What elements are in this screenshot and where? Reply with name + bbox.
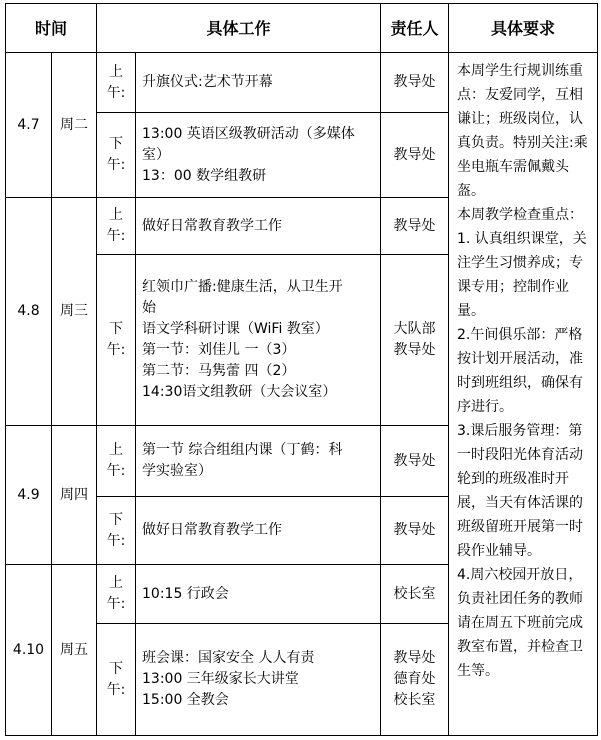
period-am: 上 午: xyxy=(106,575,126,612)
work-cell: 升旗仪式:艺术节开幕 xyxy=(142,74,273,90)
header-requirements: 具体要求 xyxy=(490,18,555,38)
period-am: 上 午: xyxy=(106,63,126,101)
date-cell: 4.8 xyxy=(17,303,40,319)
person-cell: 教导处 xyxy=(393,74,436,90)
period-am: 上 午: xyxy=(106,442,126,479)
work-cell: 第一节 综合组组内课（丁鹤：科 学实验室） xyxy=(142,442,343,479)
person-cell: 教导处 xyxy=(393,217,436,234)
period-pm: 下 午: xyxy=(106,660,126,698)
weekday-cell: 周五 xyxy=(60,641,88,658)
work-cell: 10:15 行政会 xyxy=(142,585,229,602)
header-person: 责任人 xyxy=(390,18,439,38)
header-time: 时间 xyxy=(34,18,67,38)
period-pm: 下 午: xyxy=(106,511,126,549)
work-cell: 做好日常教育教学工作 xyxy=(142,217,282,234)
person-cell: 大队部 教导处 xyxy=(393,321,436,358)
person-cell: 教导处 德育处 校长室 xyxy=(393,650,436,708)
date-cell: 4.7 xyxy=(17,116,40,133)
weekday-cell: 周二 xyxy=(60,116,88,133)
period-pm: 下 午: xyxy=(106,321,126,358)
border-bottom xyxy=(5,735,598,736)
header-work: 具体工作 xyxy=(206,18,271,38)
work-cell: 做好日常教育教学工作 xyxy=(142,522,282,538)
person-cell: 校长室 xyxy=(393,585,436,602)
requirements-cell: 本周学生行规训练重点：友爱同学，互相谦让；班级岗位，认真负责。特别关注:乘坐电瓶车需佩戴头盔。 本周教学检查重点： 1. 认真组织课堂，关注学生习惯养成；专课专用；控制作业量。 2.午间俱乐部：严格按计划开展活动，准时到班组织，确保有序进行。 3.课后服务管理：第一时段阳光体育活动轮到的班级准时开展，当天有体活课的班级留班开展第一时段作业辅导。 4.周六校园开放日，负责社团任务的教师请在周五下班前完成教室布置，并检查卫生等。 xyxy=(457,63,588,679)
work-cell: 13:00 英语区级教研活动（多媒体 室） 13：00 数学组教研 xyxy=(142,125,355,184)
border-right xyxy=(597,3,598,736)
date-cell: 4.10 xyxy=(12,641,45,658)
work-cell: 红领巾广播:健康生活，从卫生开 始 语文学科研讨课（WiFi 教室） 第一节：刘佳儿 一（3） 第二节：马隽蕾 四（2） 14:30语文组教研（大会议室） xyxy=(142,279,343,400)
person-cell: 教导处 xyxy=(393,146,436,163)
person-cell: 教导处 xyxy=(393,452,436,469)
person-cell: 教导处 xyxy=(393,522,436,538)
work-cell: 班会课：国家安全 人人有责 13:00 三年级家长大讲堂 15:00 全教会 xyxy=(142,650,315,708)
weekday-cell: 周三 xyxy=(60,303,88,319)
date-cell: 4.9 xyxy=(17,486,40,503)
weekday-cell: 周四 xyxy=(60,486,88,503)
period-am: 上 午: xyxy=(106,207,126,244)
period-pm: 下 午: xyxy=(106,136,126,173)
